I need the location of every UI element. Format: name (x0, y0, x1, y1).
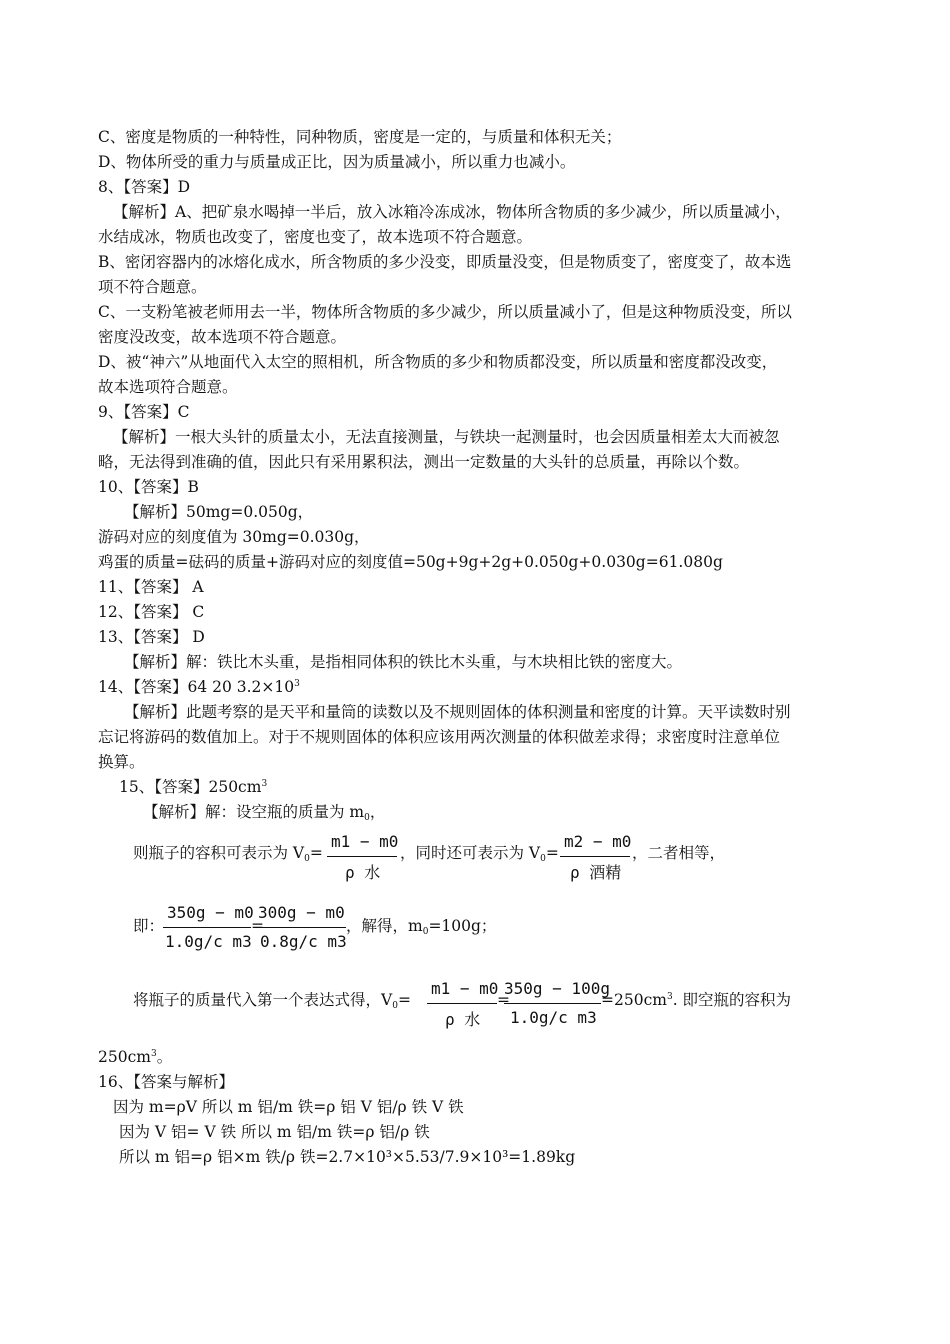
formula-text: ，解得，m (346, 917, 423, 935)
fraction-bar (427, 1003, 497, 1004)
formula1-lead (133, 842, 323, 864)
text-line: 【解析】50mg=0.050g， (124, 503, 314, 521)
text-line: 忘记将游码的数值加上。对于不规则固体的体积应该用两次测量的体积做差求得；求密度时注意单位 (98, 728, 781, 746)
fraction-bar (560, 856, 630, 857)
subscript: 0 (304, 854, 310, 864)
text-line: B、密闭容器内的冰熔化成水，所含物质的多少没变，即质量没变，但是物质变了，密度变了，故本选 (98, 253, 792, 271)
fraction-denominator: 0.8g/c m3 (260, 932, 347, 951)
superscript: 3 (150, 1049, 157, 1059)
formula-text: 250cm (98, 1048, 151, 1066)
fraction-denominator: ρ 水 (345, 863, 381, 882)
text-line (143, 801, 385, 823)
answer-12: 12、【答案】 C (98, 603, 205, 621)
text-line: 游码对应的刻度值为 30mg=0.030g， (98, 528, 370, 546)
punct: ， (369, 803, 386, 821)
text-line: 【解析】A、把矿泉水喝掉一半后，放入冰箱冷冻成冰，物体所含物质的多少减少，所以质量减小， (113, 203, 791, 221)
fraction-denominator: ρ 水 (445, 1010, 481, 1029)
fraction-denominator: ρ 酒精 (570, 863, 622, 882)
text-line: 水结成冰，物质也改变了，密度也变了，故本选项不符合题意。 (98, 228, 533, 246)
text-line (98, 1046, 172, 1068)
formula-text: . 即空瓶的容积为 (672, 991, 792, 1009)
fraction-denominator: 1.0g/c m3 (165, 932, 252, 951)
text-line: 因为 V 铝= V 铁 所以 m 铝/m 铁=ρ 铝/ρ 铁 (119, 1123, 430, 1141)
formula3-tail (601, 989, 791, 1011)
formula-text: 将瓶子的质量代入第一个表达式得，V (133, 991, 393, 1009)
punct: 。 (156, 1048, 173, 1066)
answer-9: 9、【答案】C (98, 403, 190, 421)
equals: = (397, 991, 411, 1009)
equals: = (497, 991, 510, 1009)
answer-10: 10、【答案】B (98, 478, 199, 496)
superscript: 3 (294, 679, 300, 689)
answer-13: 13、【答案】 D (98, 628, 205, 646)
text-line: 所以 m 铝=ρ 铝×m 铁/ρ 铁=2.7×10³×5.53/7.9×10³=1.89kg (119, 1148, 576, 1166)
formula2-tail (346, 915, 496, 937)
text-line: C、一支粉笔被老师用去一半，物体所含物质的多少减少，所以质量减小了，但是这种物质没变，所以 (98, 303, 792, 321)
formula1-mid (400, 842, 559, 864)
answer-15-text: 15、【答案】250cm (119, 778, 262, 796)
subscript: 0 (364, 813, 370, 823)
subscript: 0 (422, 927, 429, 937)
formula2-lead: 即： (133, 917, 165, 935)
text-line: 【解析】一根大头针的质量太小，无法直接测量，与铁块一起测量时，也会因质量相差太大而被忽 (113, 428, 780, 446)
equals: = (251, 917, 264, 935)
text-line: 略，无法得到准确的值，因此只有采用累积法，测出一定数量的大头针的总质量，再除以个数。 (98, 453, 750, 471)
answer-15 (119, 776, 267, 798)
text-line: 【解析】此题考察的是天平和量筒的读数以及不规则固体的体积测量和密度的计算。天平读数时别 (124, 703, 791, 721)
fraction-numerator: m1 − m0 (331, 832, 399, 851)
text-line: 密度没改变，故本选项不符合题意。 (98, 328, 347, 346)
formula-text: 则瓶子的容积可表示为 V (133, 844, 305, 862)
equals: = (309, 844, 323, 862)
fraction-bar (258, 927, 346, 928)
analysis-text: 【解析】解：设空瓶的质量为 m (143, 803, 365, 821)
fraction-bar (327, 856, 397, 857)
text-line: 项不符合题意。 (98, 278, 207, 296)
superscript: 3 (666, 992, 673, 1002)
answer-14-text: 14、【答案】64 20 3.2×10 (98, 678, 295, 696)
text-line: 换算。 (98, 753, 145, 771)
text-line: 【解析】解：铁比木头重，是指相同体积的铁比木头重，与木块相比铁的密度大。 (124, 653, 683, 671)
subscript: 0 (540, 854, 546, 864)
text-line: 鸡蛋的质量=砝码的质量+游码对应的刻度值=50g+9g+2g+0.050g+0.030g=61.080g (98, 553, 723, 571)
formula3-lead (133, 989, 411, 1011)
formula-text: =250cm (601, 991, 667, 1009)
text-line: 故本选项符合题意。 (98, 378, 238, 396)
fraction-numerator: m2 − m0 (564, 832, 632, 851)
fraction-numerator: m1 − m0 (431, 979, 499, 998)
formula1-tail: ，二者相等， (632, 844, 726, 862)
equals: = (545, 844, 559, 862)
superscript: 3 (261, 779, 268, 789)
answer-8: 8、【答案】D (98, 178, 191, 196)
text-line: C、密度是物质的一种特性，同种物质，密度是一定的，与质量和体积无关； (98, 128, 622, 146)
fraction-bar (163, 927, 251, 928)
formula-text: ，同时还可表示为 V (400, 844, 541, 862)
text-line: D、物体所受的重力与质量成正比，因为质量减小，所以重力也减小。 (98, 153, 576, 171)
fraction-numerator: 350g − m0 (167, 903, 254, 922)
answer-16: 16、【答案与解析】 (98, 1073, 234, 1091)
fraction-numerator: 300g − m0 (258, 903, 345, 922)
answer-14 (98, 676, 300, 698)
fraction-denominator: 1.0g/c m3 (510, 1008, 597, 1027)
text-line: D、被“神六”从地面代入太空的照相机，所含物质的多少和物质都没变，所以质量和密度都没改变， (98, 353, 778, 371)
text-line: 因为 m=ρV 所以 m 铝/m 铁=ρ 铝 V 铝/ρ 铁 V 铁 (113, 1098, 464, 1116)
fraction-numerator: 350g − 100g (504, 979, 610, 998)
fraction-bar (504, 1003, 601, 1004)
answer-11: 11、【答案】 A (98, 578, 204, 596)
formula-text: =100g； (428, 917, 497, 935)
subscript: 0 (392, 1001, 398, 1011)
